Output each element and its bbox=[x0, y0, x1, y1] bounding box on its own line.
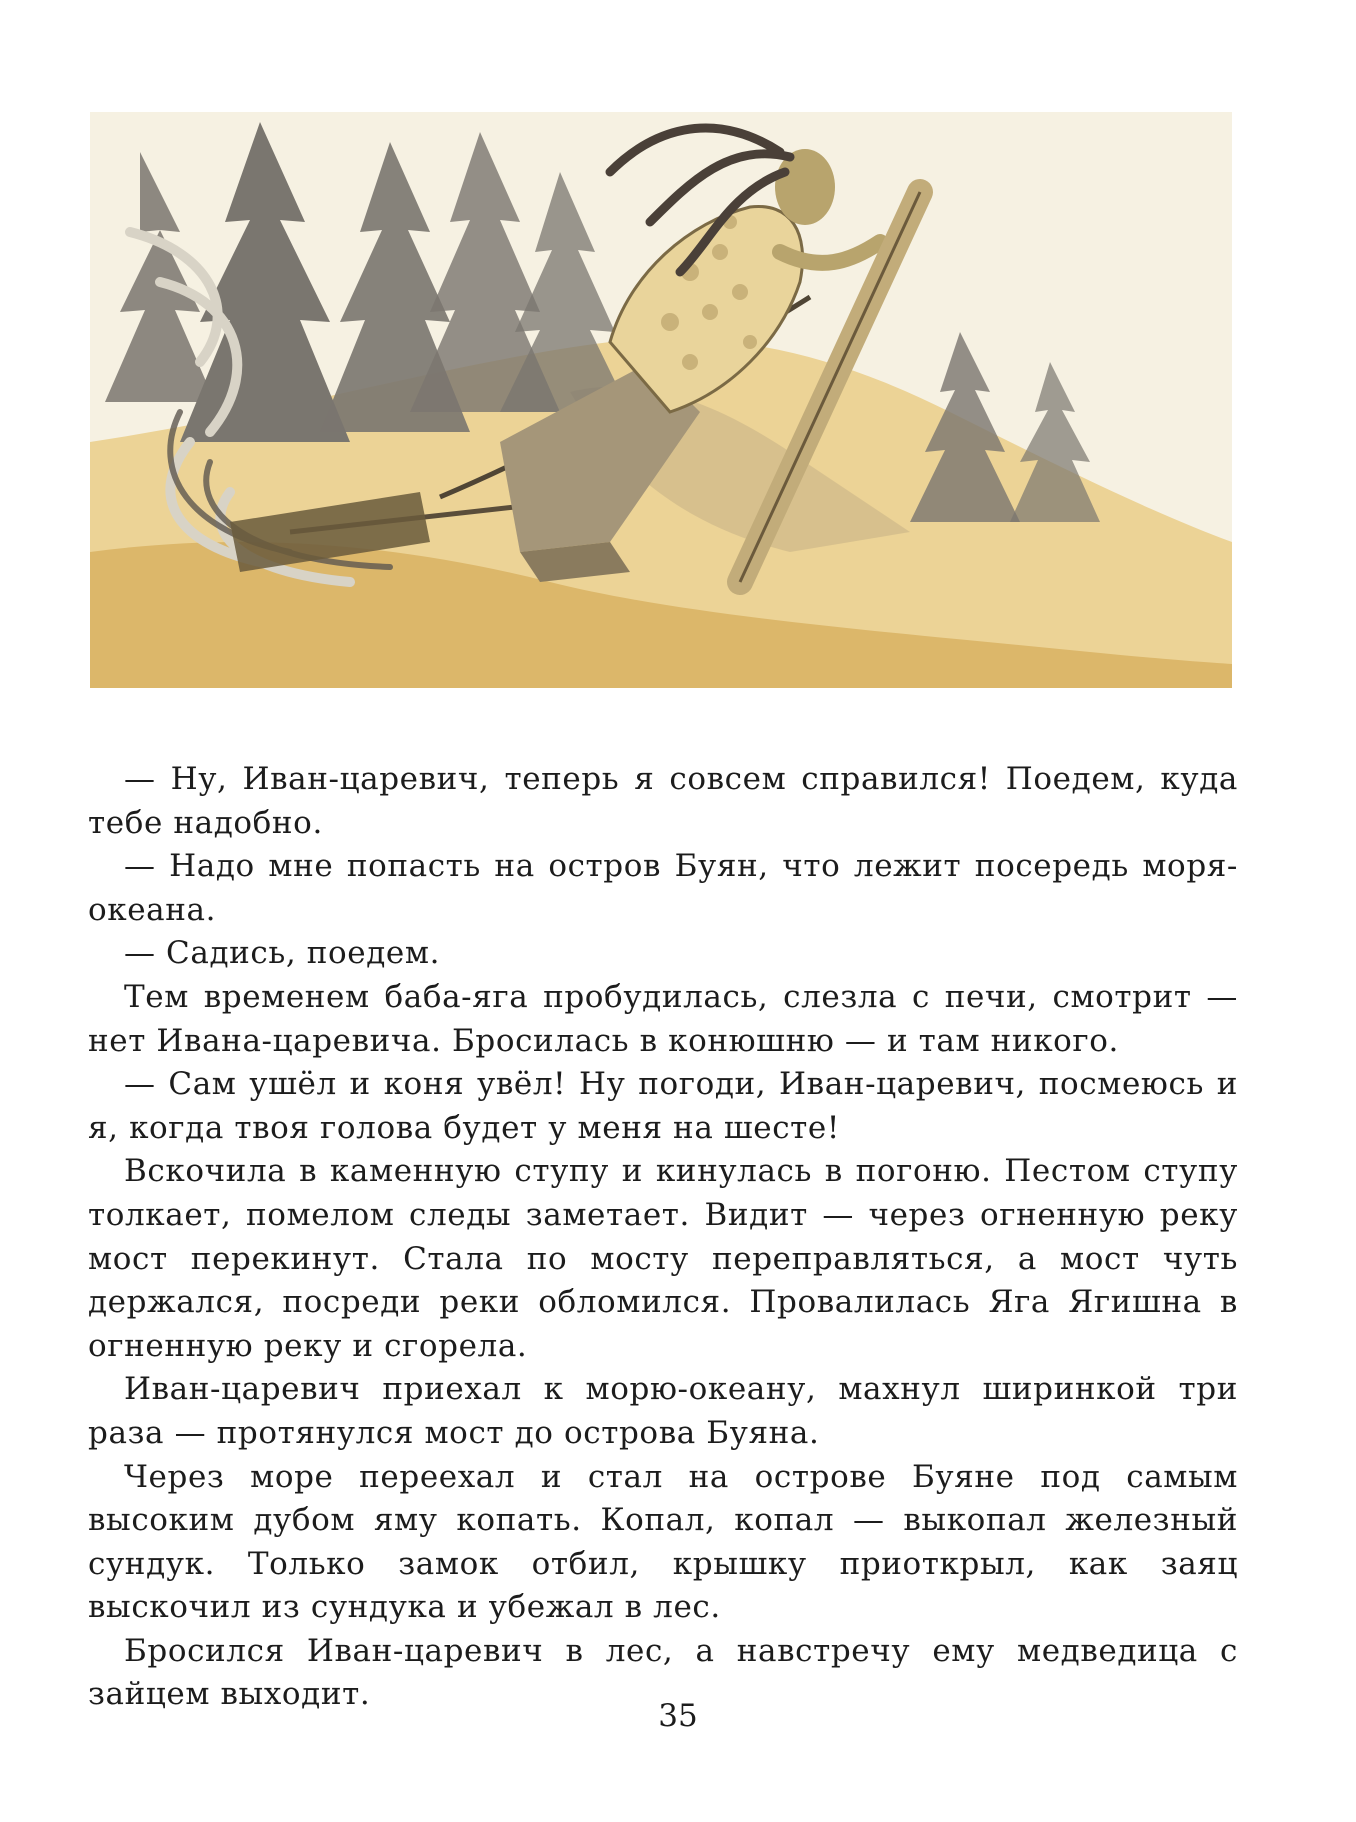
paragraph: — Садись, поедем. bbox=[124, 935, 441, 972]
paragraph: Бросился Иван-царевич в лес, а навстречу ему медведица с зайцем выходит. bbox=[88, 1632, 1238, 1713]
paragraph: — Ну, Иван-царевич, теперь я совсем справился! Поедем, куда тебе надобно. bbox=[88, 761, 1238, 841]
paragraph: Вскочила в каменную ступу и кинулась в погоню. Пестом ступу толкает, помелом следы заметает. Видит — через огненную реку мост перекинут. Стала по мосту переправляться, а мост чуть держался, посреди реки обломился. Провалилась Яга Ягишна в огненную реку и сгорела. bbox=[88, 1153, 1238, 1364]
paragraph: — Сам ушёл и коня увёл! Ну погоди, Иван-царевич, посмеюсь и я, когда твоя голова будет у меня на шесте! bbox=[88, 1066, 1238, 1146]
paragraph: Иван-царевич приехал к морю-океану, махнул ширинкой три раза — протянулся мост до острова Буяна. bbox=[88, 1371, 1238, 1451]
story-text bbox=[88, 758, 1238, 1717]
baba-yaga-illustration bbox=[90, 112, 1232, 688]
paragraph: Тем временем баба-яга пробудилась, слезла с печи, смотрит — нет Ивана-царевича. Бросилась в конюшню — и там никого. bbox=[88, 978, 1238, 1059]
paragraph: Через море переехал и стал на острове Буяне под самым высоким дубом яму копать. Копал, копал — выкопал железный сундук. Только замок отбил, крышку приоткрыл, как заяц выскочил из сундука и убежал в лес. bbox=[88, 1458, 1238, 1626]
paragraph: — Надо мне попасть на остров Буян, что лежит посередь моря-океана. bbox=[88, 848, 1238, 928]
page-number: 35 bbox=[658, 1698, 698, 1734]
